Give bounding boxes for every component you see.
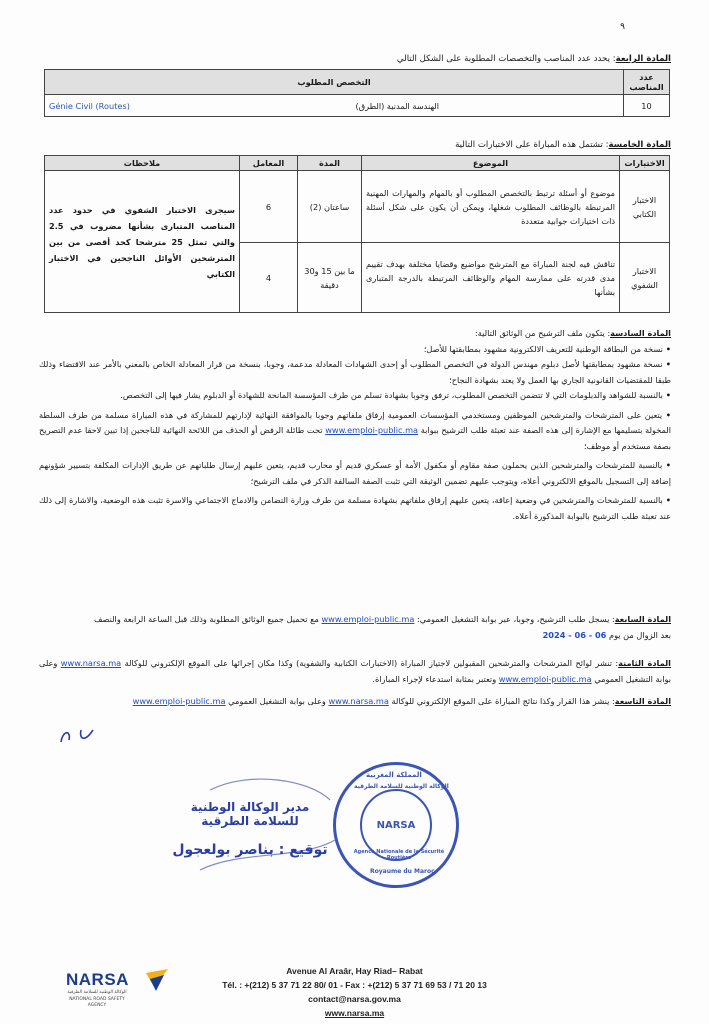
art8-link-narsa[interactable]: www.narsa.ma — [60, 658, 122, 668]
specialty-cell — [45, 95, 624, 117]
doc-item-5: • بالنسبة للمترشحات والمترشحين الذين يحملون صفة مقاوم أو مكفول الأمة أو عسكري قديم أو محارب قديم، يتعين عليهم إرسال طلباتهم عن طريق الإدارات المكلفة بتسيير شؤونهم إضافة إلى التسجيل بالموقع الالكتروني أعلاه، ويتوجب عليهم تضمين الوثيقة التي تثبت الصفة السالفة الذكر في ملف الترشيح؛ — [39, 458, 671, 489]
seal-ring-top: الوكالة الوطنية للسلامة الطرقية — [354, 783, 449, 790]
oral-test-label: الاختبار الشفوي — [620, 243, 670, 313]
narsa-logo-text: NARSA — [66, 970, 129, 989]
page-mark: ٩ — [620, 22, 625, 32]
exams-table — [44, 155, 670, 313]
art8-link-emploi[interactable]: www.emploi-public.ma — [498, 673, 592, 684]
seal-center-text: NARSA — [376, 819, 416, 831]
footer — [0, 964, 709, 1020]
logo-subtitle-fr: NATIONAL ROAD SAFETY AGENCY — [69, 997, 125, 1008]
doc-item-3: • بالنسبة للشواهد والدبلومات التي لا تتضمن التخصص المطلوب، ترفق وجوبا بشهادة تسلم من طرف المؤسسة المانحة للشهادة أو الدبلوم يشار فيها إلى التخصص. — [39, 388, 671, 404]
doc-item-4: • يتعين على المترشحات والمترشحين الموظفين ومستخدمي المؤسسات العمومية إرفاق ملفاتهم وجوبا بالموافقة النهائية لإدارتهم للمشاركة في هذه المباراة مسلمة من طرف السلطة المخولة بتسليمها مع الإشارة إلى هذه الصفة عند تعبئة طلب الترشيح ببوابة www.emploi-public.ma تحت طائلة الرفض أو الحذف من اللائحة النهائية للناجحين إذا تبين لاحقا عدم التصريح بصفة مستخدم أو موظف؛ — [39, 408, 671, 455]
oral-test-duration: ما بين 15 و30 دقيقة — [298, 243, 362, 313]
article-6-heading: المادة السادسة: يتكون ملف الترشيح من الوثائق التالية: — [474, 328, 671, 338]
exam-notes: سيجرى الاختبار الشفوي في حدود عدد المناصب المتبارى بشأنها مضروب في 2.5 والتي تمثل 25 مترشحا كحد أقصى من بين المترشحين الأوائل الناجحين في الاختبار الكتابي — [45, 171, 240, 313]
col-duration-header: المدة — [298, 156, 362, 171]
written-test-label: الاختبار الكتابي — [620, 171, 670, 243]
doc-item-2: • نسخة مشهود بمطابقتها لأصل دبلوم مهندس الدولة في التخصص المطلوب أو إحدى الشهادات المعادلة مدعمة، وجوبا، بنسخة من قرار المعادلة الخاص بالمعني بالأمر عند الاقتضاء وذلك طبقا للمقتضيات القانونية الجاري بها العمل ولا يعتد بشهادة النجاح؛ — [39, 357, 671, 388]
emploi-public-link[interactable]: www.emploi-public.ma — [325, 425, 419, 435]
logo-subtitle-ar: الوكالة الوطنية للسلامة الطرقية — [67, 990, 127, 995]
written-test-duration: ساعتان (2) — [298, 171, 362, 243]
doc-item-1: • نسخة من البطاقة الوطنية للتعريف الالكترونية مشهود بمطابقتها للأصل؛ — [39, 342, 671, 358]
article-5-heading: المادة الخامسة: تشتمل هذه المباراة على الاختبارات التالية — [455, 140, 671, 150]
col-coef-header: المعامل — [240, 156, 298, 171]
specialty-ar: الهندسة المدنية (الطرق) — [355, 100, 439, 111]
handwritten-signature — [190, 770, 340, 890]
doc-item-6: • بالنسبة للمترشحات والمترشحين في وضعية إعاقة، يتعين عليهم إرفاق ملفاتهم بشهادة مسلمة من طرف وزارة التضامن والادماج الاجتماعي والاسرة تثبت هذه الوضعية، والاشارة إلى ذلك عند تعبئة طلب الترشيح بالبوابة المذكورة أعلاه. — [39, 493, 671, 524]
footer-address: Avenue Al Araâr, Hay Riad– Rabat — [286, 966, 423, 976]
footer-email[interactable]: contact@narsa.gov.ma — [308, 994, 401, 1004]
article-4-heading: المادة الرابعة: يحدد عدد المناصب والتخصصات المطلوبة على الشكل التالي — [396, 54, 671, 64]
seal-ring-ar: المملكة المغربية — [366, 771, 422, 779]
article-8: المادة الثامنة: تنشر لوائح المترشحات والمترشحين المقبولين لاجتياز المباراة (الاختبارات الكتابية والشفوية) وكذا مكان إجرائها على الموقع الإلكتروني للوكالة www.narsa.ma وعلى بوابة التشغيل العمومي www.emploi-public.ma وتعتبر بمثابة استدعاء لإجراء المباراة. — [39, 658, 671, 684]
initials-scribble — [55, 722, 105, 750]
art9-link-narsa[interactable]: www.narsa.ma — [328, 696, 389, 706]
art9-link-emploi[interactable]: www.emploi-public.ma — [132, 696, 226, 706]
col-tests-header: الاختبارات — [620, 156, 670, 171]
footer-web[interactable]: www.narsa.ma — [324, 1008, 385, 1018]
specialty-fr: Génie Civil (Routes) — [49, 100, 130, 111]
col-spec-header: التخصص المطلوب — [45, 70, 624, 95]
article-6 — [39, 326, 671, 524]
deadline-date: 2024 - 06 - 06 — [542, 629, 607, 640]
written-test-coef: 6 — [240, 171, 298, 243]
official-seal — [333, 762, 459, 888]
positions-count: 10 — [624, 95, 670, 117]
col-subject-header: الموضوع — [362, 156, 620, 171]
signature-name: توقيع : بناصر بولعجول — [172, 842, 328, 858]
seal-bottom: Royaume du Maroc — [370, 868, 435, 875]
seal-ring-fr: Agence Nationale de la Sécurité Routière — [353, 849, 445, 861]
article-9: المادة التاسعة: ينشر هذا القرار وكذا نتائج المباراة على الموقع الإلكتروني للوكالة www.narsa.ma وعلى بوابة التشغيل العمومي www.emploi-public.ma — [132, 696, 671, 706]
oral-test-subject: تناقش فيه لجنة المباراة مع المترشح مواضيع وقضايا مختلفة بهدف تقييم مدى قدرته على ممارسة المهام والوظائف المرتبطة بالدرجة المتبارى بشأنها — [362, 243, 620, 313]
positions-table — [44, 69, 670, 117]
director-title: مدير الوكالة الوطنية للسلامة الطرقية — [190, 800, 310, 828]
article-7: المادة السابعة: يسجل طلب الترشيح، وجوبا، عبر بوابة التشغيل العمومي: www.emploi-public.ma مع تحميل جميع الوثائق المطلوبة وذلك قبل الساعة الرابعة والنصف بعد الزوال من يوم 2024 - 06 - 06 — [94, 614, 671, 640]
col-notes-header: ملاحظات — [45, 156, 240, 171]
footer-phone: Tél. : +(212) 5 37 71 22 80/ 01 - Fax : +(212) 5 37 71 69 53 / 71 20 13 — [222, 980, 487, 990]
art7-link[interactable]: www.emploi-public.ma — [321, 614, 415, 624]
oral-test-coef: 4 — [240, 243, 298, 313]
col-count-header: عدد المناصب — [624, 70, 670, 95]
written-test-subject: موضوع أو أسئلة ترتبط بالتخصص المطلوب أو بالمهام والمهارات المهنية المرتبطة بالوظائف المطلوب شغلها، ويمكن أن يكون على شكل أسئلة ذات اختيارات جوابية متعددة — [362, 171, 620, 243]
